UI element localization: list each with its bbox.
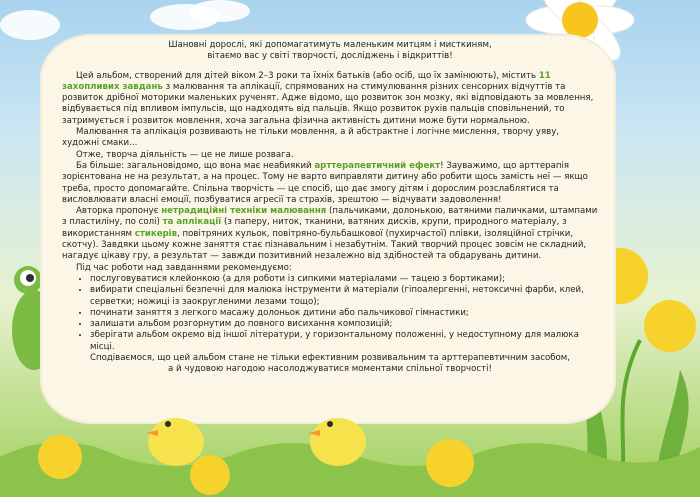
- list-item: • зберігати альбом окремо від іншої літератури, у горизонтальному положенні, у недоступному для малюка місці.: [90, 330, 598, 353]
- cloud: [0, 10, 60, 40]
- greeting-line-1: Шановні дорослі, які допомагатимуть маленьким митцям і мисткиням,: [168, 40, 492, 50]
- list-item: • починати заняття з легкого масажу долоньок дитини або пальчикової гімнастики;: [90, 308, 598, 319]
- paragraph-1: Цей альбом, створений для дітей віком 2–3 роки та їхніх батьків (або осіб, що їх замінюють), містить 11 захопливих завдань з малювання та аплікації, спрямованих на стимулювання різних сенсорних відчуттів та розвиток дрібної моторики маленьких рученят. Адже відомо, що розвиток зон мозку, які відповідають за мовлення, відбувається під впливом імпульсів, що надходять від пальців. Якщо розвиток рухів пальців сповільнений, то затримується і розвиток мовлення, хоча загальна фізична активність дитини може бути нормальною.: [62, 70, 594, 126]
- chick-illustration: [138, 400, 218, 470]
- paragraph-5: Авторка пропонує нетрадиційні техніки малювання (пальчиками, долонькою, ватяними паличками, штампами з пластиліну, по солі) та аплікації (з паперу, ниток, тканини, ватяних дисків, крупи, природного матеріалу, з використанням стикерів, повітряних кульок, повітряно-бульбашкової (пухирчастої) плівки, ізоляційної стрічки, скотчу). Завдяки цьому кожне заняття стає пізнавальним і незабутнім. Такий творчий процес зовсім не складний, нагадує цікаву гру, а результат — завжди позитивний незалежно від здібностей та обдарувань дитини.: [62, 206, 598, 262]
- paragraph-2: Малювання та аплікація розвивають не тільки мовлення, а й абстрактне і логічне мислення, творчу уяву, художні смаки...: [62, 127, 560, 149]
- list-item: • вибирати спеціальні безпечні для малюка інструменти й матеріали (гіпоалергенні, нетоксичні фарби, клей, серветки; ножиці із заокругленими лезами тощо);: [90, 285, 598, 308]
- list-item: • залишати альбом розгорнутим до повного висихання композицій;: [90, 319, 598, 330]
- chick-illustration: [300, 400, 380, 470]
- list-item: • послуговуватися клейонкою (а для роботи із сипкими матеріалами — тацею з бортиками);: [90, 274, 598, 285]
- closing-line-2: а й чудовою нагодою насолоджуватися моментами спільної творчості!: [168, 364, 492, 375]
- paragraph-3: Отже, творча діяльність — це не лише розвага.: [76, 149, 294, 160]
- paragraph-4: Ба більше: загальновідомо, що вона має неабиякий арттерапевтичний ефект! Зауважимо, що арттерапія зорієнтована не на результат, а на процес. Тому не варто виправляти дитину або робити щось замість неї — якщо треба, просто допомагайте. Спільна творчість — це спосіб, що дає змогу дітям і дорослим розслаблятися та висловлювати власні емоції, позбуватися агресії та страхів, зрештою — відчувати задоволення!: [62, 160, 588, 205]
- intro-text: [62, 40, 598, 376]
- cloud: [190, 0, 250, 22]
- greeting-line-2: вітаємо вас у світі творчості, досліджень і відкриттів!: [207, 51, 453, 62]
- recommendations-list: [62, 274, 598, 353]
- closing-line-1: Сподіваємося, що цей альбом стане не тільки ефективним розвивальним та арттерапевтичним засобом,: [89, 353, 571, 364]
- paragraph-6: Під час роботи над завданнями рекомендуємо:: [76, 262, 292, 273]
